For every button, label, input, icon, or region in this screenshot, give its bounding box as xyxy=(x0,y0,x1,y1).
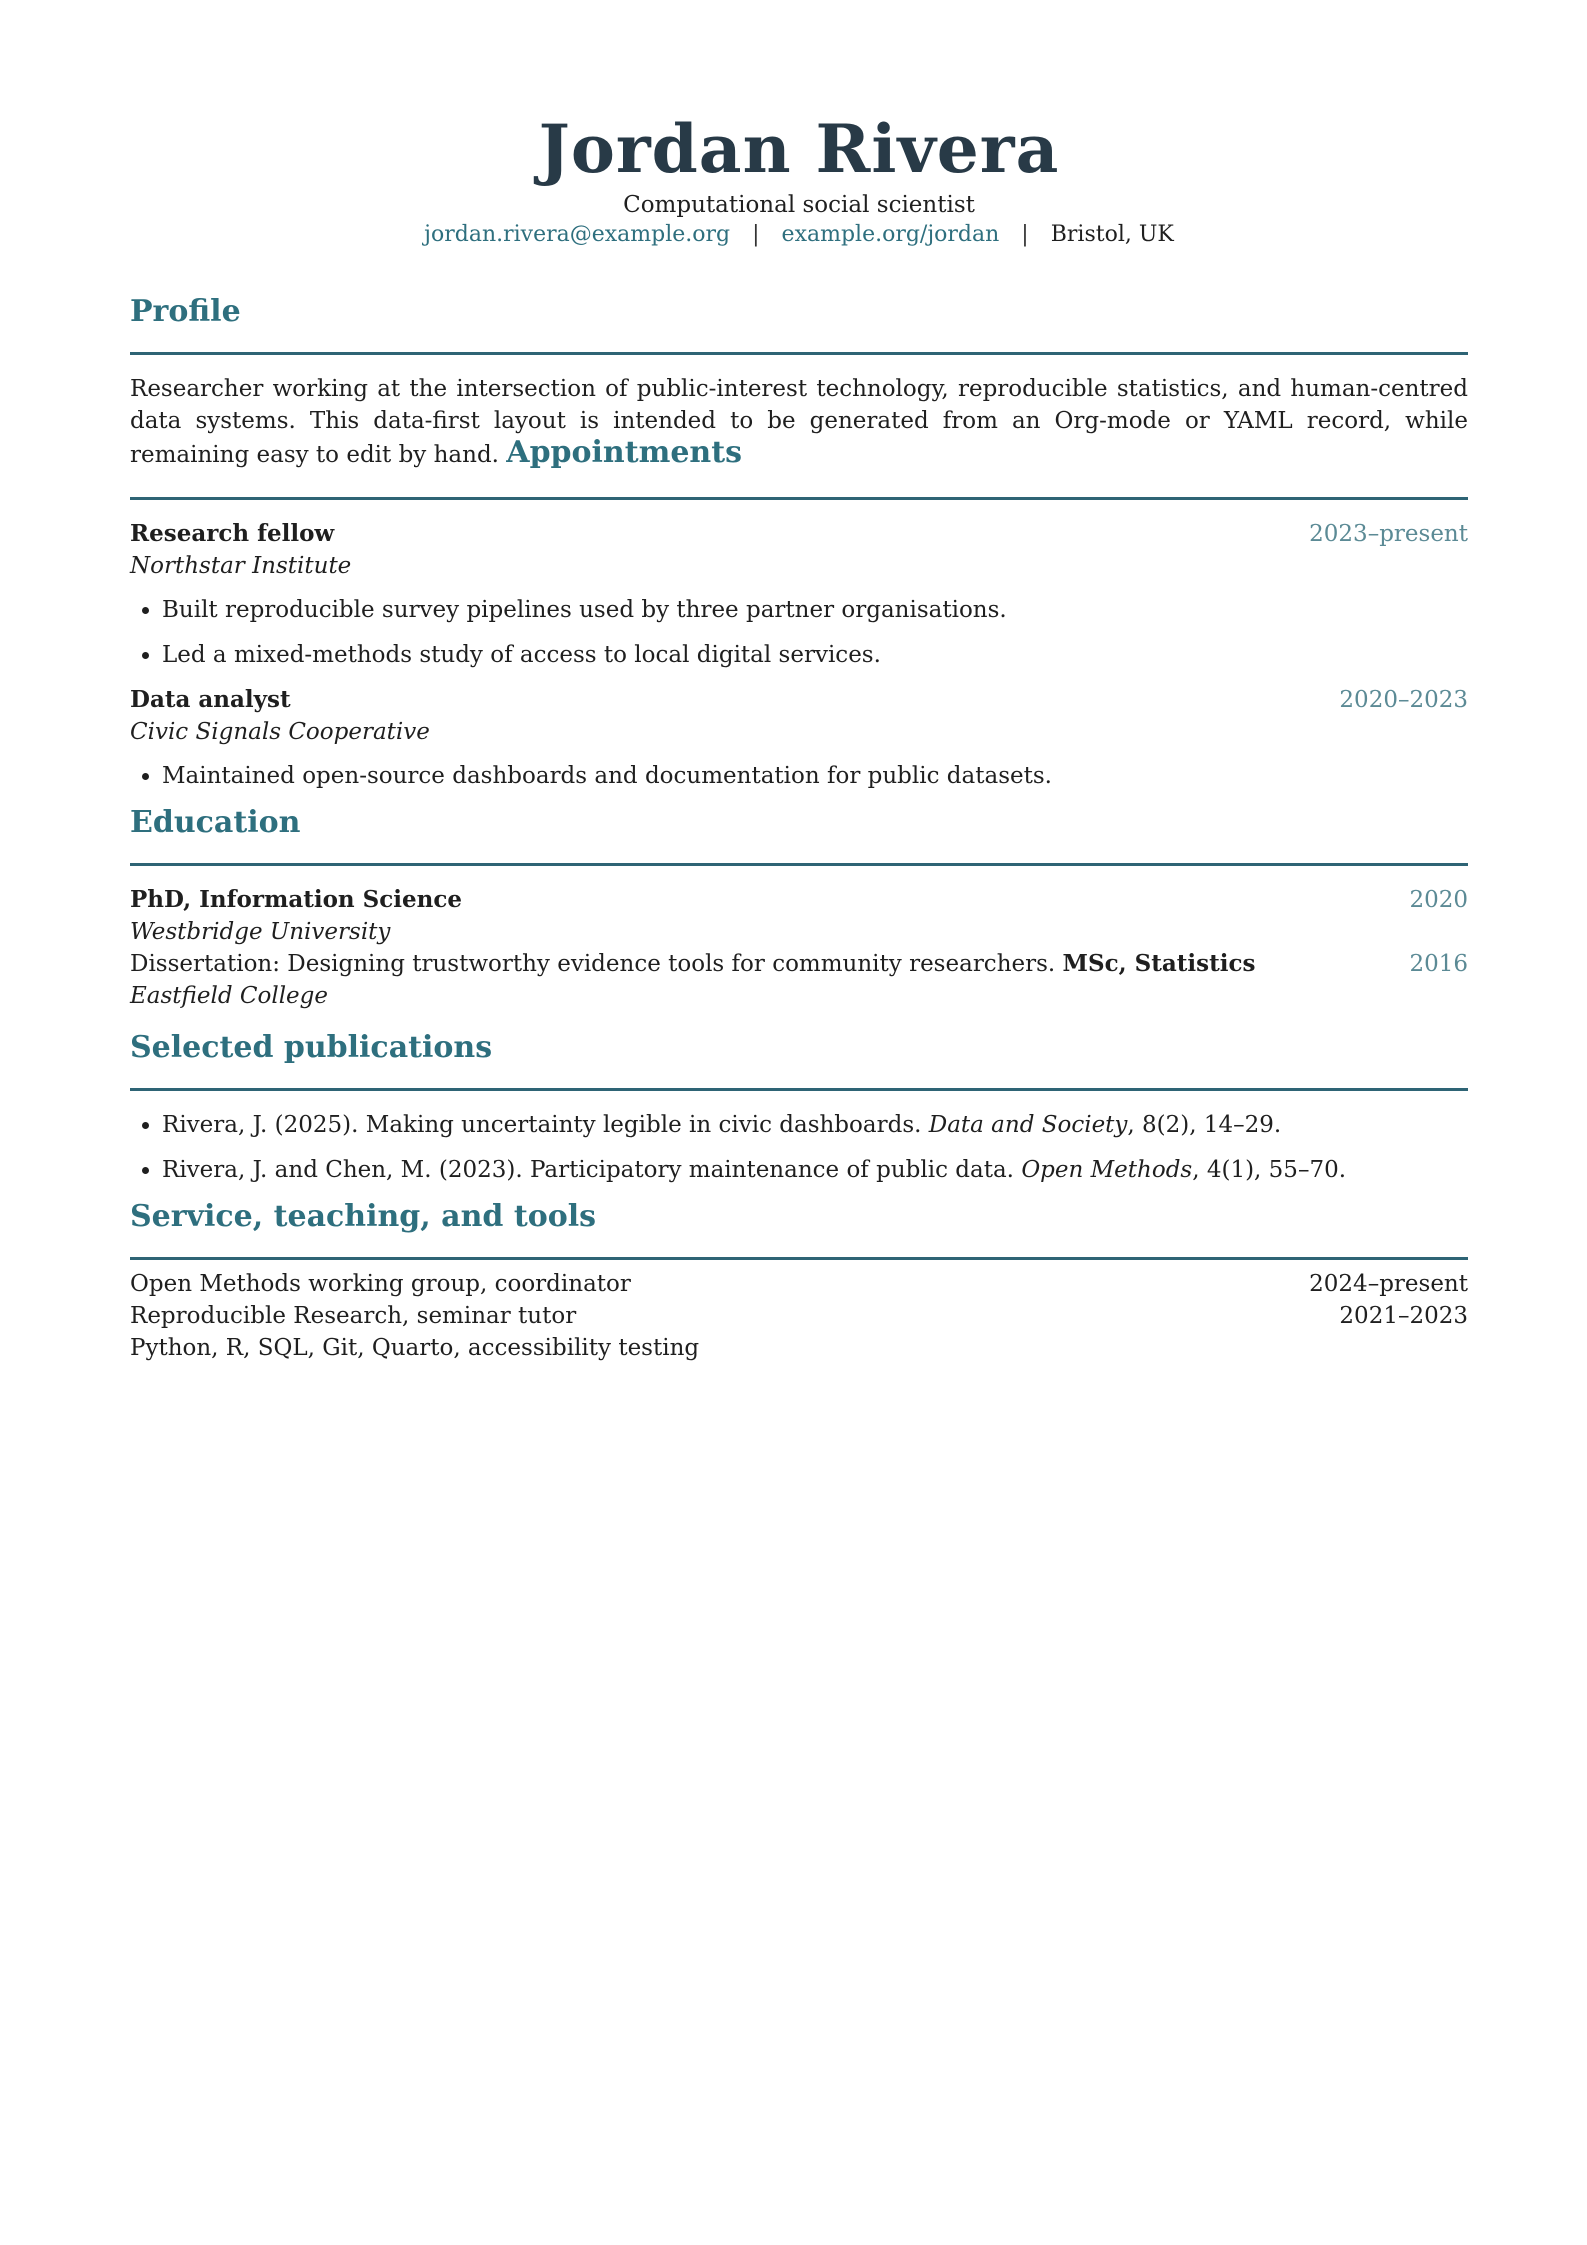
service-row xyxy=(130,1332,1468,1364)
appointment-bullets xyxy=(130,594,1468,671)
appointment-dates: 2020–2023 xyxy=(1339,687,1468,713)
publication-citation: Rivera, J. (2025). Making uncertainty legible in civic dashboards. xyxy=(162,1112,922,1138)
contact-line xyxy=(130,220,1468,250)
list-item: • Led a mixed-methods study of access to local digital services. xyxy=(162,639,1468,671)
publication-details: , 8(2), 14–29. xyxy=(1127,1112,1282,1138)
section-title-appointments: Appointments xyxy=(506,435,742,470)
service-row xyxy=(130,1268,1468,1300)
service-row xyxy=(130,1300,1468,1332)
education-year: 2020 xyxy=(1409,887,1468,913)
list-item xyxy=(162,1154,1468,1186)
list-item: • Maintained open-source dashboards and documentation for public datasets. xyxy=(162,760,1468,792)
appointment-role: Research fellow xyxy=(130,520,335,547)
section-rule xyxy=(130,352,1468,355)
section-rule xyxy=(130,497,1468,500)
contact-separator: | xyxy=(752,222,760,247)
appointment-entry xyxy=(130,684,1468,792)
appointment-org: Northstar Institute xyxy=(130,553,352,579)
service-label: Open Methods working group, coordinator xyxy=(130,1271,631,1297)
service-dates: 2021–2023 xyxy=(1339,1303,1468,1329)
website-link[interactable]: example.org/jordan xyxy=(781,222,1000,247)
education-degree: MSc, Statistics xyxy=(1062,950,1256,977)
appointment-role: Data analyst xyxy=(130,686,291,713)
profile-paragraph: Researcher working at the intersection of public-interest technology, reproducible statistics, and human-centred data systems. This data-first layout is intended to be generated from an Org-mode or YAML record, while remaining easy to edit by hand. xyxy=(130,376,1468,468)
appointment-entry xyxy=(130,518,1468,671)
appointment-bullets xyxy=(130,760,1468,792)
location-text: Bristol, UK xyxy=(1050,222,1174,247)
service-dates: 2024–present xyxy=(1309,1271,1468,1297)
education-degree: PhD, Information Science xyxy=(130,886,463,913)
list-item xyxy=(162,1109,1468,1141)
education-note: Dissertation: Designing trustworthy evidence tools for community researchers. xyxy=(130,951,1056,977)
section-title-education: Education xyxy=(130,805,301,840)
education-school: Eastfield College xyxy=(130,983,328,1009)
service-label: Reproducible Research, seminar tutor xyxy=(130,1303,577,1329)
profile-text xyxy=(130,373,1468,471)
publication-details: , 4(1), 55–70. xyxy=(1192,1157,1347,1183)
section-rule xyxy=(130,863,1468,866)
section-title-publications: Selected publications xyxy=(130,1030,493,1065)
education-year: 2016 xyxy=(1409,951,1468,977)
education-school: Westbridge University xyxy=(130,919,391,945)
cv-header xyxy=(130,110,1468,250)
appointments-section xyxy=(130,518,1468,792)
appointment-org: Civic Signals Cooperative xyxy=(130,719,430,745)
publication-list xyxy=(130,1109,1468,1186)
list-item: • Built reproducible survey pipelines used by three partner organisations. xyxy=(162,594,1468,626)
service-section xyxy=(130,1199,1468,1364)
section-rule xyxy=(130,1257,1468,1260)
email-link[interactable]: jordan.rivera@example.org xyxy=(424,222,731,247)
contact-separator: | xyxy=(1021,222,1029,247)
section-title-service: Service, teaching, and tools xyxy=(130,1199,596,1234)
section-title-profile: Profile xyxy=(130,294,241,329)
publication-venue: Open Methods xyxy=(1021,1157,1193,1183)
publications-section xyxy=(130,1030,1468,1186)
person-tagline: Computational social scientist xyxy=(623,192,975,218)
service-label: Python, R, SQL, Git, Quarto, accessibility testing xyxy=(130,1335,700,1361)
cv-page xyxy=(130,110,1468,1364)
person-name: Jordan Rivera xyxy=(538,110,1060,188)
profile-section xyxy=(130,294,1468,500)
education-section xyxy=(130,805,1468,1012)
publication-venue: Data and Society xyxy=(928,1112,1128,1138)
appointment-dates: 2023–present xyxy=(1309,521,1468,547)
section-rule xyxy=(130,1088,1468,1091)
publication-citation: Rivera, J. and Chen, M. (2023). Participatory maintenance of public data. xyxy=(162,1157,1014,1183)
